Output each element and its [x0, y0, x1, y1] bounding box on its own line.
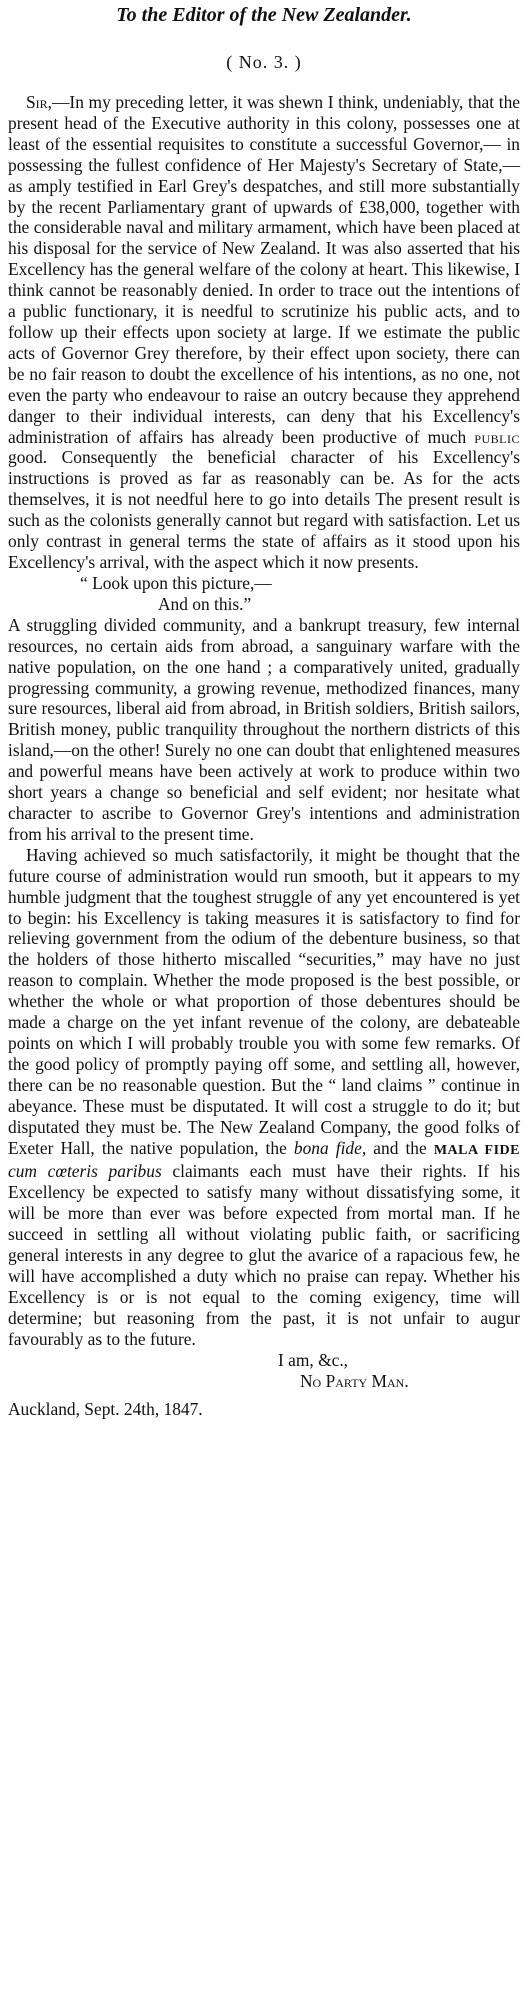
paragraph-3-italic-1: bona fide, [293, 1137, 367, 1158]
newspaper-column [8, 2, 520, 1420]
paragraph-1-text: —In my preceding letter, it was shewn I think, undeniably, that the present head of the Executive authority in this colony, possesses one at least of the essential requisites to constitute a successful Governor,— in possessing the fullest confidence of Her Majesty's Secretary of State,—as amply testified in Earl Grey's despatches, and still more substantially by the recent Parliamentary grant of upwards of £38,000, together with the considerable naval and military armament, which have been placed at his disposal for the service of New Zealand. It was also asserted that his Excellency has the general welfare of the colony at heart. This likewise, I think cannot be reasonably denied. In order to trace out the intentions of a public functionary, it is needful to scrutinize his public acts, and to follow up their effects upon society at large. If we estimate the public acts of Governor Grey therefore, by their effect upon society, there can be no fair reason to doubt the excellence of his intentions, as no one, not even the party who endeavour to raise an outcry because they apprehend danger to their individual interests, can deny that his Excellency's administration of affairs has already been productive of much [8, 92, 520, 447]
signature: No Party Man. [300, 1370, 409, 1391]
quote-line-1: “ Look upon this picture,— [80, 572, 272, 593]
closing [8, 1350, 520, 1392]
paragraph-3-text: Having achieved so much satisfactorily, it might be thought that the future course of administration would run smooth, but it appears to my humble judgment that the toughest struggle of any yet encountered is yet to begin: his Excellency is taking measures it is satisfactory to find for relieving government from the odium of the debenture business, so that the holders of those hitherto miscalled “securities,” may have no just reason to complain. Whether the mode proposed is the best possible, or whether the whole or what proportion of those debentures should be made a charge on the yet infant revenue of the colony, are debateable points on which I will probably trouble you with some few remarks. Of the good policy of promptly paying off some, and settling all, however, there can be no reasonable question. But the “ land claims ” continue in abeyance. These must be disputated. It will cost a struggle to do it; but disputated they must be. The New Zealand Company, the good folks of Exeter Hall, the native population, the [8, 844, 520, 1158]
paragraph-3-caps: MALA FIDE [433, 1142, 520, 1158]
dateline: Auckland, Sept. 24th, 1847. [8, 1398, 203, 1419]
paragraph-2: A struggling divided community, and a bankrupt treasury, few internal resources, no certain aids from abroad, a sanguinary warfare with the native population, on the one hand ; a comparatively united, gradually progressing community, a growing revenue, methodized finances, many sure resources, liberal aid from abroad, in British soldiers, British sailors, British money, public tranquility throughout the northern districts of this island,—on the other! Surely no one can doubt that enlightened measures and powerful means have been actively at work to produce within two short years a change so beneficial and self evident; nor hesitate what character to ascribe to Governor Grey's intentions and administration from his arrival to the present time. [8, 614, 520, 844]
paragraph-3-italic-2: cum cœteris paribus [8, 1161, 162, 1182]
verse-quote [8, 573, 520, 615]
letter-heading: To the Editor of the New Zealander. [116, 4, 412, 26]
paragraph-3 [8, 845, 520, 1350]
letter-number: ( No. 3. ) [226, 52, 302, 72]
quote-line-2: And on this.” [158, 593, 252, 614]
paragraph-3-end: claimants each must have their rights. If his Excellency be expected to satisfy many without dissatisfying some, it will be more than ever was before expected from mortal man. If he succeed in settling all without violating public faith, or sacrificing general interests in any degree to glut the avarice of a rapacious few, he will have accomplished a duty which no praise can repay. Whether his Excellency is or is not equal to the coming exigency, time will determine; but reasoning from the past, it is not unfair to augur favourably as to the future. [8, 1161, 520, 1349]
paragraph-1-emphasis: public [474, 426, 521, 447]
closing-line-1: I am, &c., [278, 1349, 349, 1370]
paragraph-3-mid: and the [373, 1137, 427, 1158]
paragraph-1-end: good. Consequently the beneficial character of his Excellency's instructions is proved as far as reasonably can be. As for the acts themselves, it is not needful here to go into details The present result is such as the colonists generally cannot but regard with satisfaction. Let us only contrast in general terms the state of affairs as it stood upon his Excellency's arrival, with the aspect which it now presents. [8, 447, 520, 572]
paragraph-1 [8, 92, 520, 573]
salutation: Sir, [26, 92, 53, 112]
